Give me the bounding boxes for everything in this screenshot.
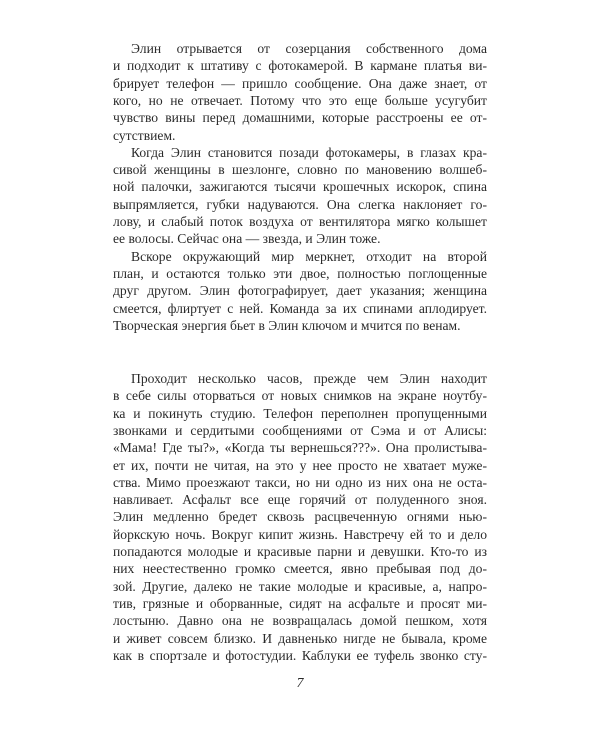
page-number: 7: [296, 676, 304, 691]
text-line: ее волосы. Сейчас она — звезда, и Элин тоже.: [113, 231, 381, 247]
text-line: брирует телефон — пришло сообщение. Она даже знает, от: [113, 75, 487, 91]
text-line: йоркскую ночь. Вокруг кипит жизнь. Навстречу ей то и дело: [113, 526, 487, 542]
text-line: «Мама! Где ты?», «Когда ты вернешься???». Она пролистыва-: [113, 440, 487, 456]
text-line: них неестественно громко смеется, явно пребывая под до-: [113, 561, 487, 577]
text-line: Элин отрывается от созерцания собственного дома: [131, 41, 487, 56]
text-line: ет их, почти не читая, на это у нее просто не хватает муже-: [113, 457, 487, 473]
text-line: навливает. Асфальт все еще горячий от полуденного зноя.: [113, 492, 487, 508]
text-line: сутствием.: [113, 127, 176, 143]
text-line: Проходит несколько часов, прежде чем Элин находит: [131, 371, 487, 386]
text-line: как в спортзале и фотостудии. Каблуки ее туфель звонко сту-: [113, 647, 487, 663]
text-line: Вскоре окружающий мир меркнет, отходит на второй: [131, 248, 487, 264]
text-line: смеется, флиртует с ней. Команда за их спинами аплодирует.: [113, 300, 487, 316]
text-line: Когда Элин становится позади фотокамеры, в глазах кра-: [131, 144, 487, 160]
text-line: ка и покинуть студию. Телефон переполнен пропущенными: [113, 405, 487, 421]
text-line: попадаются молодые и красивые парни и девушки. Кто-то из: [113, 544, 487, 559]
text-line: лостыню. Давно она не возвращалась домой пешком, хотя: [113, 613, 487, 629]
text-line: в себе силы оторваться от новых снимков на экране ноутбу-: [113, 388, 487, 404]
text-line: чувство вины перед домашними, которые расстроены ее от-: [113, 110, 487, 126]
text-line: ства. Мимо проезжают такси, но ни одно из них она не оста-: [113, 474, 487, 490]
text-line: звонками и сердитыми сообщениями от Сэма и от Алисы:: [113, 422, 487, 438]
text-line: тив, грязные и оборванные, сидят на асфальте и просят ми-: [113, 595, 487, 611]
text-line: сивой женщины в шезлонге, словно по мановению волшеб-: [113, 162, 487, 178]
text-line: друг другом. Элин фотографирует, дает указания; женщина: [113, 283, 487, 299]
text-line: кого, но не отвечает. Потому что это еще больше усугубит: [113, 92, 487, 108]
text-line: ной палочки, зажигаются тысячи крошечных искорок, спина: [113, 179, 487, 195]
text-line: план, и остаются только эти двое, полностью поглощенные: [113, 265, 487, 281]
text-line: и живет совсем близко. И давненько нигде не бывала, кроме: [113, 630, 487, 646]
text-line: и подходит к штативу с фотокамерой. В кармане платья ви-: [113, 58, 487, 74]
text-line: выпрямляется, губки надуваются. Она слегка наклоняет го-: [113, 196, 487, 212]
text-line: зой. Другие, далеко не такие молодые и красивые, а, напро-: [113, 578, 487, 594]
text-line: Элин медленно бредет сквозь расцвеченную огнями нью-: [113, 509, 487, 525]
text-line: Творческая энергия бьет в Элин ключом и мчится по венам.: [113, 317, 461, 333]
text-line: лову, и слабый поток воздуха от вентилятора мягко колышет: [113, 214, 487, 229]
